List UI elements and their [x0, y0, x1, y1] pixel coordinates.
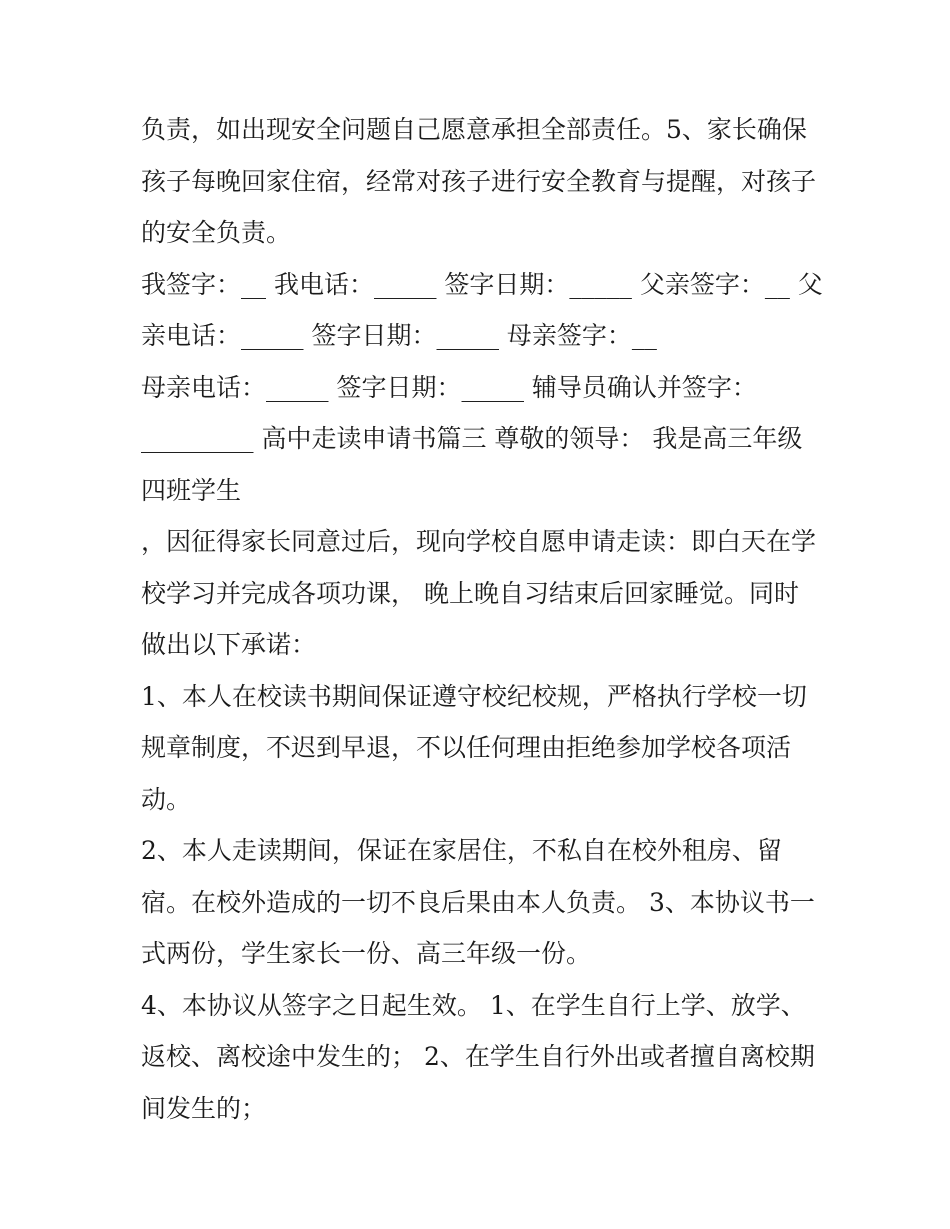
text-line: 亲电话：_____ 签字日期：_____ 母亲签字：__: [141, 321, 657, 350]
text-line: 四班学生: [141, 475, 242, 505]
text-line: 规章制度，不迟到早退，不以任何理由拒绝参加学校各项活: [141, 733, 792, 762]
text-line: 式两份，学生家长一份、高三年级一份。: [141, 939, 592, 968]
text-line: ，因征得家长同意过后，现向学校自愿申请走读：即白天在学: [141, 527, 817, 556]
document-body: [141, 104, 831, 1134]
text-line: 孩子每晚回家住宿，经常对孩子进行安全教育与提醒，对孩子: [141, 166, 817, 196]
text-line: 做出以下承诺：: [141, 630, 317, 659]
text-line: 1、本人在校读书期间保证遵守校纪校规，严格执行学校一切: [141, 681, 807, 711]
text-line: _________ 高中走读申请书篇三 尊敬的领导： 我是高三年级: [141, 424, 803, 453]
text-line: 返校、离校途中发生的； 2、在学生自行外出或者擅自离校期: [141, 1042, 815, 1071]
text-line: 2、本人走读期间，保证在家居住，不私自在校外租房、留: [141, 836, 782, 865]
text-line: 的安全负责。: [141, 218, 292, 247]
text-line: 我签字：__ 我电话：_____ 签字日期：_____ 父亲签字：__ 父: [141, 269, 823, 299]
text-line: 宿。在校外造成的一切不良后果由本人负责。 3、本协议书一: [141, 887, 815, 917]
text-line: 校学习并完成各项功课， 晚上晚自习结束后回家睡觉。同时: [141, 578, 799, 608]
text-line: 动。: [141, 784, 192, 814]
text-line: 负责，如出现安全问题自己愿意承担全部责任。5、家长确保: [141, 115, 807, 144]
text-line: 母亲电话：_____ 签字日期：_____ 辅导员确认并签字：: [141, 372, 757, 402]
text-line: 间发生的；: [141, 1093, 267, 1123]
text-line: 4、本协议从签字之日起生效。 1、在学生自行上学、放学、: [141, 990, 806, 1020]
